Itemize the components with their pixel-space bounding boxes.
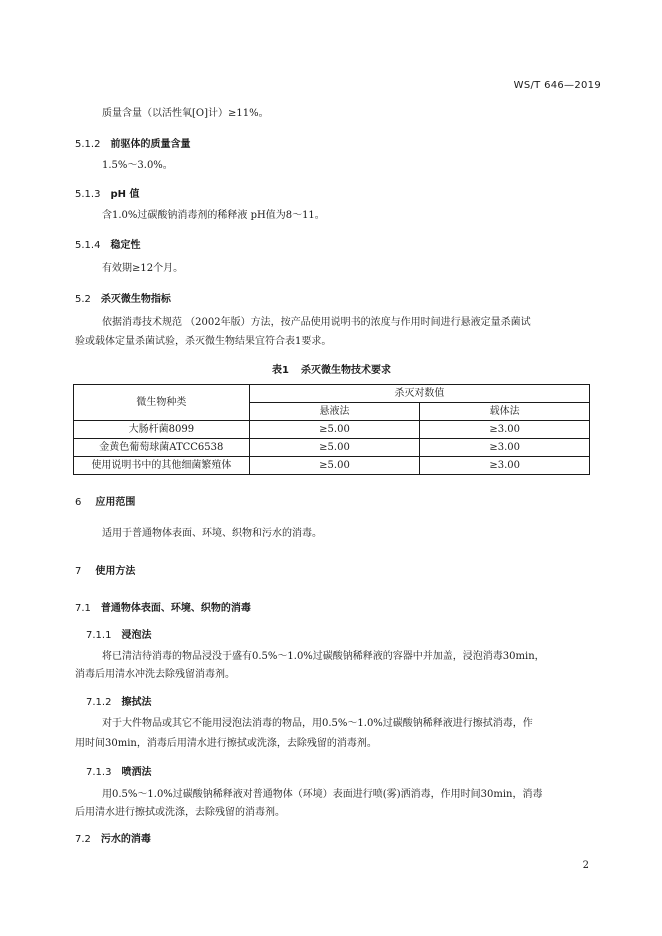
- wiping-paragraph-line-1: 对于大件物品或其它不能用浸泡法消毒的物品，用0.5%～1.0%过碳酸钠稀释液进行擦拭消毒，作: [102, 718, 533, 729]
- cell-carrier: ≥3.00: [420, 439, 590, 457]
- microbe-kill-table: [73, 384, 590, 475]
- table-header-row: [74, 385, 590, 403]
- heading-5-1-2: [75, 135, 190, 150]
- table-caption-title: 杀灭微生物技术要求: [300, 365, 391, 376]
- heading-6: [75, 493, 135, 508]
- cell-suspension: ≥5.00: [249, 439, 420, 457]
- col-header-species: 微生物种类: [74, 385, 250, 421]
- immersion-paragraph-line-1: 将已清洁待消毒的物品浸没于盛有0.5%～1.0%过碳酸钠稀释液的容器中并加盖，浸泡消毒30min，: [102, 651, 545, 662]
- heading-number: 5.1.2: [75, 139, 101, 150]
- microbe-paragraph-line-2: 验或载体定量杀菌试验，杀灭微生物结果宜符合表1要求。: [75, 336, 332, 347]
- stability-paragraph: 有效期≥12个月。: [102, 263, 184, 274]
- precursor-paragraph: 1.5%～3.0%。: [102, 160, 173, 171]
- heading-number: 5.2: [75, 294, 91, 305]
- heading-5-1-4: [75, 236, 140, 251]
- immersion-paragraph-line-2: 消毒后用清水冲洗去除残留消毒剂。: [75, 669, 235, 680]
- col-header-log: 杀灭对数值: [249, 385, 589, 403]
- heading-number: 7.1.1: [86, 630, 112, 641]
- spraying-paragraph-line-2: 后用清水进行擦拭或洗涤，去除残留的消毒剂。: [75, 807, 285, 818]
- heading-7-1-1: [86, 626, 151, 641]
- cell-carrier: ≥3.00: [420, 421, 590, 439]
- cell-suspension: ≥5.00: [249, 457, 420, 475]
- table-caption-number: 表1: [272, 365, 289, 376]
- table-row: [74, 421, 590, 439]
- col-header-suspension: 悬液法: [249, 403, 420, 421]
- heading-title: 污水的消毒: [100, 834, 151, 845]
- heading-title: 使用方法: [95, 566, 136, 577]
- heading-title: 杀灭微生物指标: [100, 294, 171, 305]
- heading-number: 7.2: [75, 834, 91, 845]
- cell-species: 使用说明书中的其他细菌繁殖体: [74, 457, 250, 475]
- wiping-paragraph-line-2: 用时间30min，消毒后用清水进行擦拭或洗涤，去除残留的消毒剂。: [75, 738, 377, 749]
- content-paragraph: 质量含量（以活性氧[O]计）≥11%。: [102, 108, 269, 119]
- heading-number: 7: [75, 566, 82, 577]
- col-header-carrier: 载体法: [420, 403, 590, 421]
- table-row: [74, 439, 590, 457]
- cell-carrier: ≥3.00: [420, 457, 590, 475]
- scope-paragraph: 适用于普通物体表面、环境、织物和污水的消毒。: [102, 528, 322, 539]
- ph-paragraph: 含1.0%过碳酸钠消毒剂的稀释液 pH值为8～11。: [102, 210, 325, 221]
- heading-number: 5.1.3: [75, 189, 101, 200]
- heading-7-1: [75, 599, 251, 614]
- cell-species: 大肠杆菌8099: [74, 421, 250, 439]
- heading-7-1-3: [86, 763, 151, 778]
- heading-number: 5.1.4: [75, 240, 101, 251]
- heading-title: 前驱体的质量含量: [110, 139, 191, 150]
- heading-number: 7.1: [75, 603, 91, 614]
- standard-code: WS/T 646—2019: [513, 80, 601, 91]
- spraying-paragraph-line-1: 用0.5%～1.0%过碳酸钠稀释液对普通物体（环境）表面进行喷(雾)洒消毒，作用时间30min，消毒: [102, 789, 543, 800]
- heading-title: 普通物体表面、环境、织物的消毒: [100, 603, 251, 614]
- heading-7-2: [75, 830, 151, 845]
- heading-number: 7.1.2: [86, 697, 112, 708]
- heading-title: 稳定性: [110, 240, 141, 251]
- heading-title: 擦拭法: [121, 697, 152, 708]
- cell-suspension: ≥5.00: [249, 421, 420, 439]
- heading-title: 喷洒法: [121, 767, 152, 778]
- heading-5-2: [75, 290, 171, 305]
- heading-number: 6: [75, 497, 82, 508]
- heading-number: 7.1.3: [86, 767, 112, 778]
- heading-title: 应用范围: [95, 497, 136, 508]
- page-number: 2: [582, 860, 589, 871]
- table-caption: [272, 361, 391, 376]
- heading-7: [75, 562, 135, 577]
- heading-title: 浸泡法: [121, 630, 152, 641]
- table-row: [74, 457, 590, 475]
- microbe-paragraph-line-1: 依据消毒技术规范 （2002年版）方法，按产品使用说明书的浓度与作用时间进行悬液定量杀菌试: [102, 317, 531, 328]
- cell-species: 金黄色葡萄球菌ATCC6538: [74, 439, 250, 457]
- heading-7-1-2: [86, 693, 151, 708]
- heading-title: pH 值: [110, 189, 140, 200]
- heading-5-1-3: [75, 185, 139, 200]
